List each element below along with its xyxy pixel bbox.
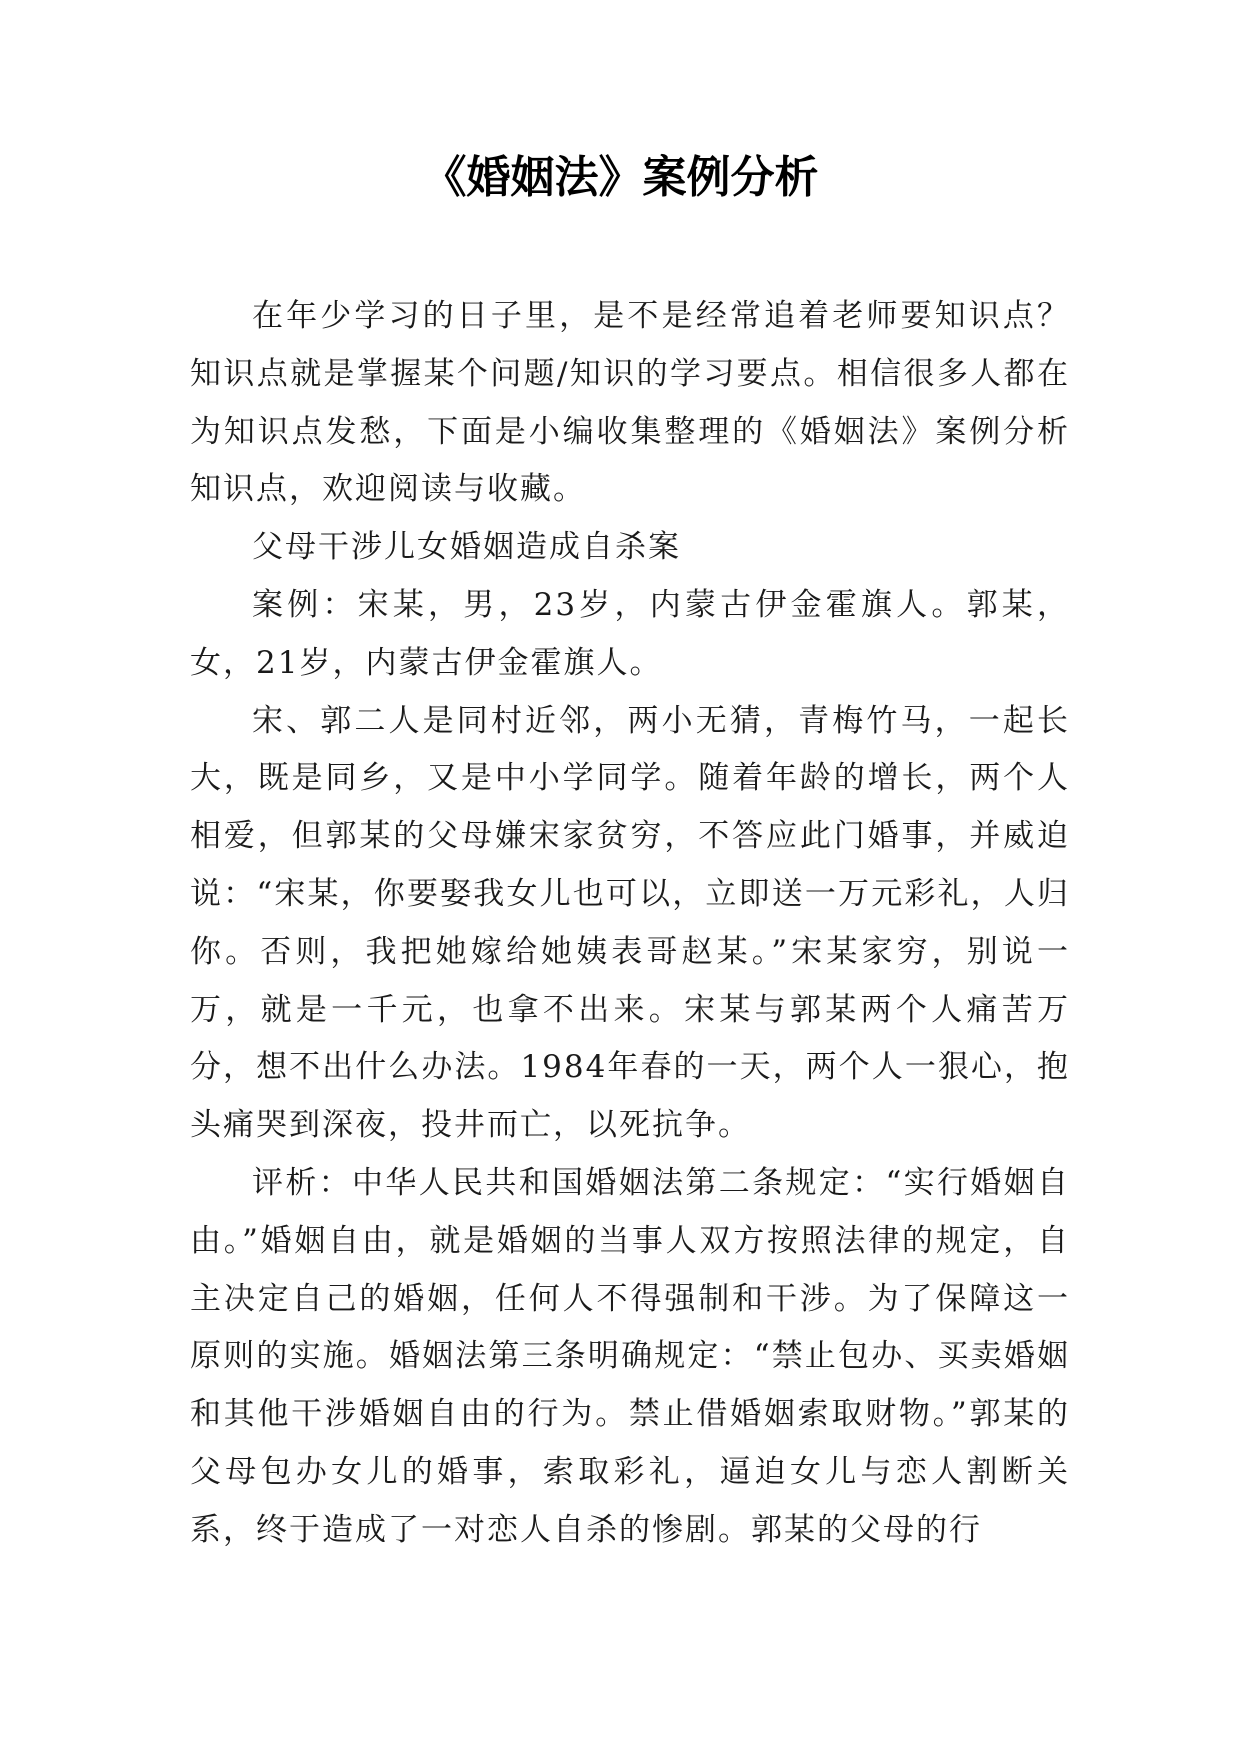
- document-title: 《婚姻法》案例分析: [422, 152, 819, 203]
- paragraph-case-heading: 父母干涉儿女婚姻造成自杀案: [252, 529, 681, 566]
- paragraph-analysis: 评析：中华人民共和国婚姻法第二条规定：“实行婚姻自由。”婚姻自由，就是婚姻的当事人双方按照法律的规定，自主决定自己的婚姻，任何人不得强制和干涉。为了保障这一原则的实施。婚姻法第三条明确规定：“禁止包办、买卖婚姻和其他干涉婚姻自由的行为。禁止借婚姻索取财物。”郭某的父母包办女儿的婚事，索取彩礼，逼迫女儿与恋人割断关系，终于造成了一对恋人自杀的惨剧。郭某的父母的行: [190, 1164, 1070, 1548]
- paragraph-case-story: 宋、郭二人是同村近邻，两小无猜，青梅竹马，一起长大，既是同乡，又是中小学同学。随着年龄的增长，两个人相爱，但郭某的父母嫌宋家贫穷，不答应此门婚事，并威迫说：“宋某，你要娶我女儿也可以，立即送一万元彩礼，人归你。否则，我把她嫁给她姨表哥赵某。”宋某家穷，别说一万，就是一千元，也拿不出来。宋某与郭某两个人痛苦万分，想不出什么办法。1984年春的一天，两个人一狠心，抱头痛哭到深夜，投井而亡，以死抗争。: [190, 702, 1070, 1144]
- document-body: [190, 288, 1070, 1560]
- paragraph-intro: 在年少学习的日子里，是不是经常追着老师要知识点？知识点就是掌握某个问题/知识的学习要点。相信很多人都在为知识点发愁，下面是小编收集整理的《婚姻法》案例分析知识点，欢迎阅读与收藏。: [190, 298, 1070, 508]
- paragraph-case-parties: 案例：宋某，男，23岁，内蒙古伊金霍旗人。郭某，女，21岁，内蒙古伊金霍旗人。: [190, 586, 1070, 681]
